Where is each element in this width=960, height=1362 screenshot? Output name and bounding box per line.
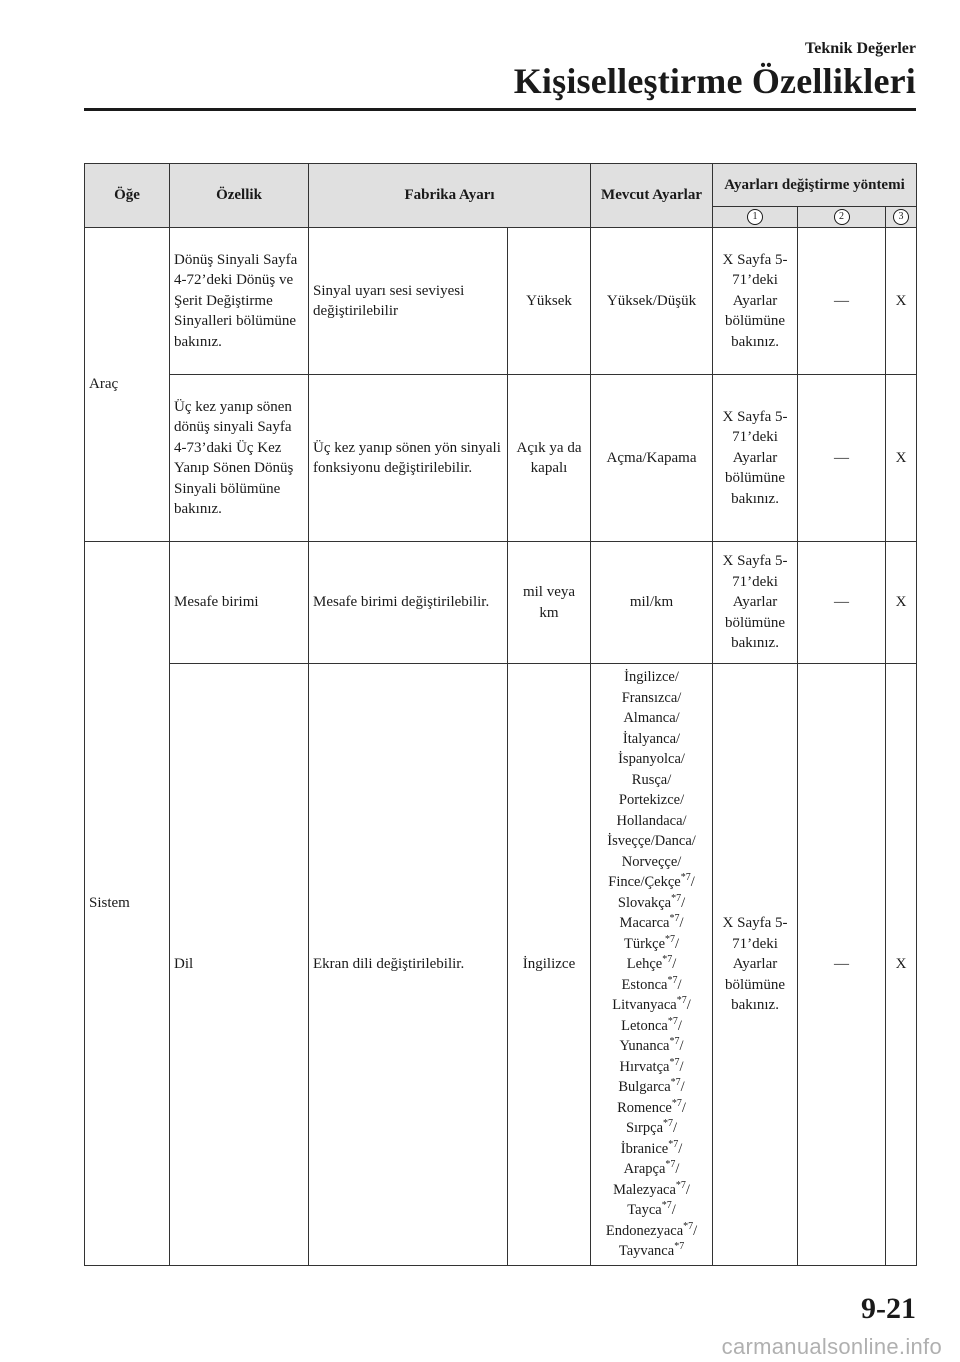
footnote-mark: *7 — [669, 1056, 680, 1068]
language-item: Portekizce/ — [618, 792, 685, 809]
row-current: mil/km — [591, 542, 713, 664]
row-method-3: X — [886, 375, 917, 542]
method-1-header — [713, 207, 798, 228]
footnote-mark: *7 — [662, 954, 673, 966]
language-item: Arapça — [623, 1161, 666, 1178]
row-current: Yüksek/Düşük — [591, 228, 713, 375]
footnote-mark: *7 — [670, 1077, 681, 1089]
language-item: Letonca — [621, 1017, 668, 1034]
language-item: Yunanca — [619, 1038, 670, 1055]
group-arac: Araç — [85, 228, 170, 542]
language-footnoted-list — [605, 892, 698, 1260]
slash: / — [677, 976, 682, 993]
language-item: Türkçe — [623, 935, 666, 952]
language-item: Bulgarca — [618, 1079, 671, 1096]
slash: / — [690, 874, 695, 891]
row-method-3: X — [886, 542, 917, 664]
row-method-3: X — [886, 228, 917, 375]
row-method-2: — — [798, 664, 886, 1266]
language-item: Rusça/ — [631, 771, 672, 788]
section-label: Teknik Değerler — [805, 40, 916, 57]
row-feature: Sinyal uyarı sesi seviyesi değiştirilebilir — [309, 228, 508, 375]
col-header-factory: Fabrika Ayarı — [309, 164, 591, 228]
customization-table — [84, 163, 917, 1266]
title-rule — [84, 108, 916, 111]
slash: / — [679, 1058, 684, 1075]
slash: / — [679, 1038, 684, 1055]
language-item: Litvanyaca — [612, 997, 677, 1014]
row-item: Mesafe birimi — [170, 542, 309, 664]
footnote-mark: *7 — [671, 1097, 682, 1109]
footnote-mark: *7 — [676, 995, 687, 1007]
row-factory: mil veya km — [508, 542, 591, 664]
language-item: Tayca — [627, 1202, 662, 1219]
slash: / — [672, 956, 677, 973]
slash: / — [677, 1017, 682, 1034]
footnote-mark: *7 — [665, 1159, 676, 1171]
row-item: Üç kez yanıp sönen dönüş sinyali Sayfa 4-73’daki Üç Kez Yanıp Sönen Dönüş Sinyali bölümüne bakınız. — [170, 375, 309, 542]
row-factory: Yüksek — [508, 228, 591, 375]
method-3-header — [886, 207, 917, 228]
row-method-1: X Sayfa 5-71’deki Ayarlar bölümüne bakınız. — [713, 375, 798, 542]
footnote-mark: *7 — [663, 1118, 674, 1130]
table-row — [85, 664, 917, 1266]
row-item: Dönüş Sinyali Sayfa 4-72’deki Dönüş ve Şerit Değiştirme Sinyalleri bölümüne bakınız. — [170, 228, 309, 375]
language-item: İspanyolca/ — [618, 751, 685, 768]
language-item: Tayvanca — [618, 1243, 675, 1260]
slash: / — [680, 1079, 685, 1096]
language-item: Norveççe/ — [621, 853, 682, 870]
language-item: Sırpça — [625, 1120, 664, 1137]
col-header-feature: Özellik — [170, 164, 309, 228]
footnote-mark: *7 — [674, 1241, 685, 1253]
row-item: Dil — [170, 664, 309, 1266]
footnote-mark: *7 — [661, 1200, 672, 1212]
row-method-2: — — [798, 542, 886, 664]
slash: / — [693, 1222, 698, 1239]
language-item: Malezyaca — [613, 1181, 676, 1198]
slash: / — [685, 1181, 690, 1198]
slash: / — [686, 997, 691, 1014]
table-row — [85, 228, 917, 375]
footnote-mark: *7 — [683, 1220, 694, 1232]
method-2-header — [798, 207, 886, 228]
row-method-1: X Sayfa 5-71’deki Ayarlar bölümüne bakınız. — [713, 542, 798, 664]
row-feature: Üç kez yanıp sönen yön sinyali fonksiyonu değiştirilebilir. — [309, 375, 508, 542]
language-item: Fince/Çekçe — [608, 874, 681, 891]
language-item: Hollandaca/ — [616, 812, 687, 829]
footnote-mark: *7 — [665, 933, 676, 945]
page-number: 9-21 — [861, 1292, 916, 1325]
language-item: Romence — [617, 1099, 672, 1116]
col-header-method: Ayarları değiştirme yöntemi — [713, 164, 917, 207]
language-item: İtalyanca/ — [622, 730, 681, 747]
row-factory: İngilizce — [508, 664, 591, 1266]
footnote-mark: *7 — [667, 1015, 678, 1027]
row-method-3: X — [886, 664, 917, 1266]
slash: / — [681, 1099, 686, 1116]
slash: / — [671, 1202, 676, 1219]
language-item: Endonezyaca — [605, 1222, 684, 1239]
table-row — [85, 375, 917, 542]
language-item: Slovakça — [617, 894, 672, 911]
row-feature: Ekran dili değiştirilebilir. — [309, 664, 508, 1266]
footnote-mark: *7 — [669, 913, 680, 925]
language-item: Hırvatça — [619, 1058, 670, 1075]
circled-three-icon: 3 — [893, 209, 909, 225]
footnote-mark: *7 — [671, 892, 682, 904]
footnote-mark: *7 — [675, 1179, 686, 1191]
footnote-mark: *7 — [680, 872, 691, 884]
slash: / — [675, 1161, 680, 1178]
col-header-current: Mevcut Ayarlar — [591, 164, 713, 228]
footnote-mark: *7 — [669, 1036, 680, 1048]
page-title: Kişiselleştirme Özellikleri — [513, 61, 916, 101]
group-sistem: Sistem — [85, 542, 170, 1266]
circled-two-icon: 2 — [834, 209, 850, 225]
language-list — [591, 664, 713, 1266]
slash: / — [675, 935, 680, 952]
slash: / — [679, 915, 684, 932]
language-item: Fransızca/ — [621, 689, 682, 706]
row-method-1: X Sayfa 5-71’deki Ayarlar bölümüne bakınız. — [713, 228, 798, 375]
language-item: İsveççe/Danca/ — [607, 833, 696, 850]
row-feature: Mesafe birimi değiştirilebilir. — [309, 542, 508, 664]
language-item: Lehçe — [626, 956, 663, 973]
col-header-item: Öğe — [85, 164, 170, 228]
row-method-2: — — [798, 228, 886, 375]
language-item: İbranice — [620, 1140, 669, 1157]
footnote-mark: *7 — [667, 974, 678, 986]
row-method-1: X Sayfa 5-71’deki Ayarlar bölümüne bakınız. — [713, 664, 798, 1266]
table-row — [85, 542, 917, 664]
slash: / — [673, 1120, 678, 1137]
language-item: İngilizce/ — [624, 669, 679, 686]
slash: / — [678, 1140, 683, 1157]
language-item: Macarca — [619, 915, 670, 932]
language-item: Almanca/ — [623, 710, 680, 727]
row-current: Açma/Kapama — [591, 375, 713, 542]
slash: / — [681, 894, 686, 911]
language-item: Estonca — [621, 976, 668, 993]
language-plain-list — [607, 669, 696, 870]
watermark: carmanualsonline.info — [721, 1334, 942, 1359]
row-method-2: — — [798, 375, 886, 542]
circled-one-icon: 1 — [747, 209, 763, 225]
footnote-mark: *7 — [668, 1138, 679, 1150]
row-factory: Açık ya da kapalı — [508, 375, 591, 542]
